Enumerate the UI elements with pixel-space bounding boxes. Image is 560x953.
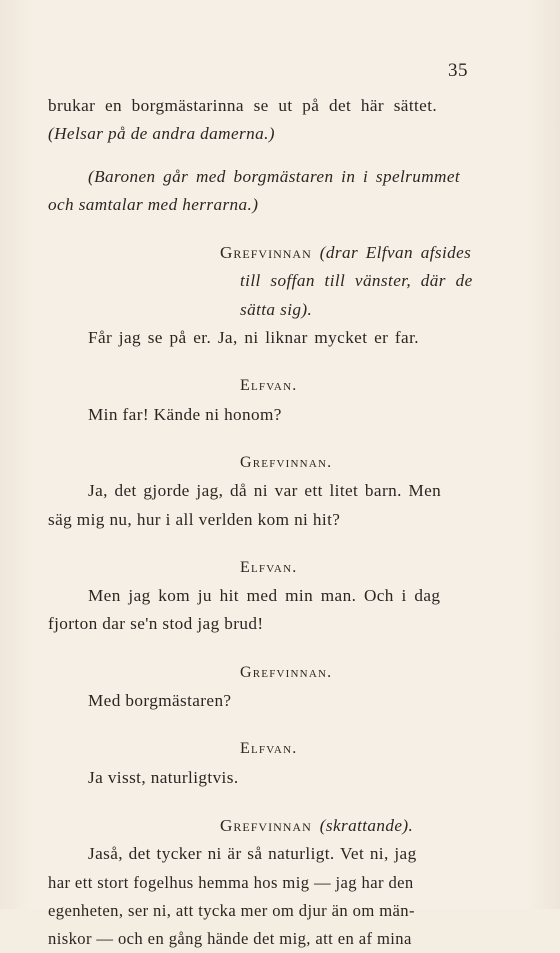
text-line: Men jag kom ju hit med min man. Och i dag — [88, 586, 441, 606]
speaker-name: Grefvinnan. — [240, 453, 333, 471]
stage-direction-text: (Helsar på de andra damerna.) — [48, 124, 275, 144]
speaker-name: Elfvan. — [240, 377, 298, 395]
stage-direction-text: (drar Elfvan afsides — [319, 243, 472, 263]
text-line: egenheten, ser ni, att tycka mer om djur än om män- — [48, 900, 415, 920]
text-line: brukar en borgmästarinna se ut på det här sättet. — [48, 96, 438, 115]
text-line: har ett stort fogelhus hemma hos mig — jag har den — [48, 872, 414, 892]
stage-direction-text: och samtalar med herrarna.) — [48, 194, 259, 214]
text-line: fjorton dar se'n stod jag brud! — [48, 614, 264, 634]
speaker-line — [48, 239, 488, 267]
text-line: Jaså, det tycker ni är så naturligt. Vet ni, jag — [88, 844, 417, 864]
text-line: Får jag se på er. Ja, ni liknar mycket er far. — [88, 328, 419, 348]
stage-direction — [48, 120, 488, 148]
text-line: niskor — och en gång hände det mig, att en af mina — [48, 929, 412, 949]
stage-direction-text: (Baronen går med borgmästaren in i spelrummet — [88, 166, 461, 186]
speaker-name: Grefvinnan — [220, 815, 312, 835]
speaker-name: Elfvan. — [240, 558, 298, 576]
page-number: 35 — [448, 60, 468, 81]
speaker-name: Grefvinnan — [220, 243, 312, 263]
stage-direction — [48, 296, 488, 324]
page-text — [48, 92, 488, 953]
stage-direction-text: sätta sig). — [240, 299, 313, 319]
speaker-name: Elfvan. — [240, 740, 298, 758]
stage-direction-text: till soffan till vänster, där de — [240, 271, 473, 291]
stage-direction — [48, 191, 488, 219]
text-line: Ja, det gjorde jag, då ni var ett litet barn. Men — [88, 481, 442, 501]
stage-direction — [48, 163, 488, 191]
text-line: Ja visst, naturligtvis. — [88, 767, 239, 787]
speaker-line — [48, 812, 488, 840]
stage-direction — [48, 267, 488, 295]
text-line: säg mig nu, hur i all verlden kom ni hit? — [48, 509, 341, 529]
speaker-name: Grefvinnan. — [240, 663, 333, 681]
text-line: Min far! Kände ni honom? — [88, 404, 282, 424]
text-line: Med borgmästaren? — [88, 691, 232, 711]
stage-direction-text: (skrattande). — [319, 815, 414, 835]
